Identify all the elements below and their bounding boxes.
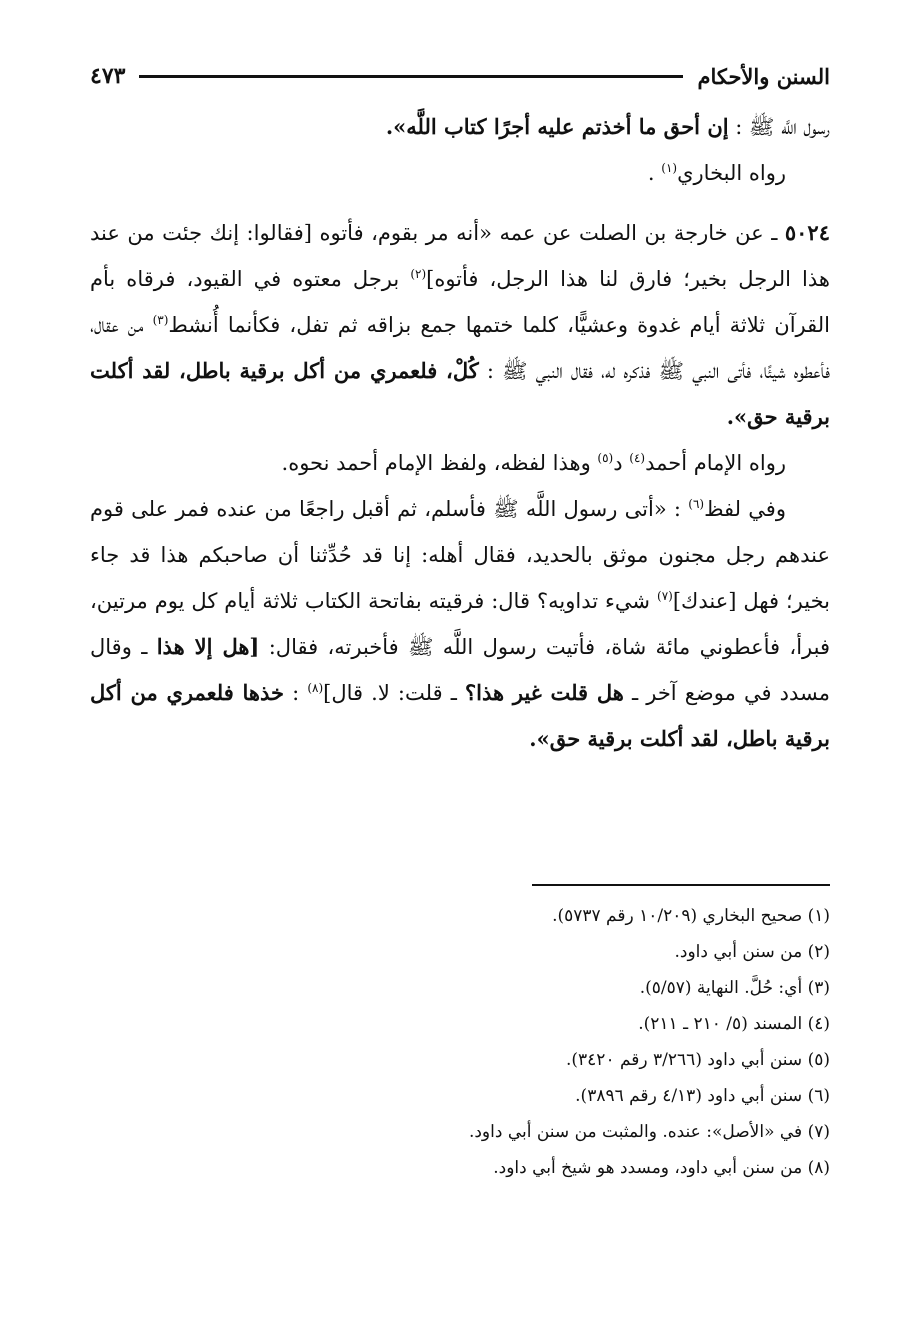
paragraph-gap bbox=[90, 196, 830, 210]
paragraph-variant bbox=[90, 486, 830, 762]
footnotes bbox=[90, 898, 830, 1186]
paragraph-hadith bbox=[90, 210, 830, 440]
hadith-quote: إن أحق ما أخذتم عليه أجرًا كتاب اللَّه». bbox=[385, 114, 729, 139]
text-run: وهذا لفظه، ولفظ الإمام أحمد نحوه. bbox=[281, 451, 598, 475]
text-run: رواه الإمام أحمد bbox=[645, 451, 786, 475]
hadith-quote: كُلْ، فلعمري من أكل برقية باطل، لقد أكلت برقية حق». bbox=[90, 358, 830, 429]
page-number: ٤٧٣ bbox=[90, 63, 126, 89]
hadith-quote: هل قلت غير هذا؟ bbox=[465, 680, 624, 705]
footnote-ref: (١) bbox=[661, 161, 678, 175]
footnote-ref: (٣) bbox=[152, 313, 169, 327]
text-run: : bbox=[284, 681, 308, 705]
text-run: ـ وقال مسدد في موضع آخر ـ bbox=[90, 635, 830, 705]
footnote-ref: (٥) bbox=[597, 451, 614, 465]
footnote-item: (١) صحيح البخاري (١٠/٢٠٩ رقم ٥٧٣٧). bbox=[552, 906, 830, 926]
footnote-item: (٤) المسند (٥/ ٢١٠ ـ ٢١١). bbox=[638, 1014, 830, 1034]
footnote-ref: (٧) bbox=[657, 589, 673, 603]
text-run: . bbox=[647, 161, 662, 185]
footnote-ref: (٦) bbox=[688, 497, 705, 511]
hadith-number: ٥٠٢٤ bbox=[784, 220, 830, 245]
text-run: د bbox=[613, 451, 630, 475]
paragraph-continuation bbox=[90, 104, 830, 150]
footnote-ref: (٤) bbox=[629, 451, 646, 465]
text-run: : «أتى رسول اللَّه ﷺ فأسلم، ثم أقبل راجعًا من عنده فمر على قوم عندهم رجل مجنون موثق بالحديد، فقال أهله: إنا قد حُدِّثنا أن صاحبكم هذا قد جاء بخير؛ فهل [عندك] bbox=[90, 497, 830, 613]
footnote-item: (٢) من سنن أبي داود. bbox=[674, 942, 830, 962]
text-run: رسول اللَّه ﷺ : bbox=[728, 115, 830, 139]
page-header bbox=[90, 58, 830, 94]
footnote-item: (٣) أي: حُلَّ. النهاية (٥/٥٧). bbox=[639, 978, 830, 998]
text-run: رواه البخاري bbox=[677, 161, 786, 185]
text-run: برجل معتوه في القيود، فرقاه بأم القرآن ثلاثة أيام غدوة وعشيًّا، كلما ختمها جمع بزاقه ثم تفل، فكأنما أُنشط bbox=[90, 267, 830, 337]
main-text bbox=[90, 104, 830, 762]
footnote-separator bbox=[532, 884, 830, 886]
footnote-item: (٦) سنن أبي داود (٤/١٣ رقم ٣٨٩٦). bbox=[575, 1086, 830, 1106]
running-title: السنن والأحكام bbox=[697, 63, 830, 89]
hadith-quote: [هل إلا هذا bbox=[156, 634, 260, 659]
footnote-ref: (٨) bbox=[307, 681, 324, 695]
text-run: شيء تداويه؟ قال: فرقيته بفاتحة الكتاب ثلاثة أيام كل يوم مرتين، فبرأ، فأعطوني مائة شاة، فأتيت رسول اللَّه ﷺ فأخبرته، فقال: bbox=[90, 589, 830, 659]
text-run: ـ عن خارجة بن الصلت عن عمه «أنه مر بقوم، فأتوه [فقالوا: إنك جئت من عند هذا الرجل بخير؛ فارق لنا هذا الرجل، فأتوه] bbox=[90, 221, 830, 291]
paragraph-source bbox=[90, 150, 830, 196]
footnote-ref: (٢) bbox=[410, 267, 427, 281]
text-run: وفي لفظ bbox=[704, 497, 786, 521]
footnote-item: (٥) سنن أبي داود (٣/٢٦٦ رقم ٣٤٢٠). bbox=[566, 1050, 830, 1070]
paragraph-narration bbox=[90, 440, 830, 486]
text-run: ـ قلت: لا. قال] bbox=[323, 681, 465, 705]
footnote-item: (٧) في «الأصل»: عنده. والمثبت من سنن أبي داود. bbox=[468, 1122, 830, 1142]
header-rule bbox=[139, 75, 683, 78]
hadith-quote: خذها فلعمري من أكل برقية باطل، لقد أكلت برقية حق». bbox=[90, 680, 830, 751]
footnote-item: (٨) من سنن أبي داود، ومسدد هو شيخ أبي داود. bbox=[493, 1158, 830, 1178]
text-run: من عقال، فأعطوه شيئًا، فأتى النبي ﷺ فذكره له، فقال النبي ﷺ : bbox=[90, 313, 830, 383]
